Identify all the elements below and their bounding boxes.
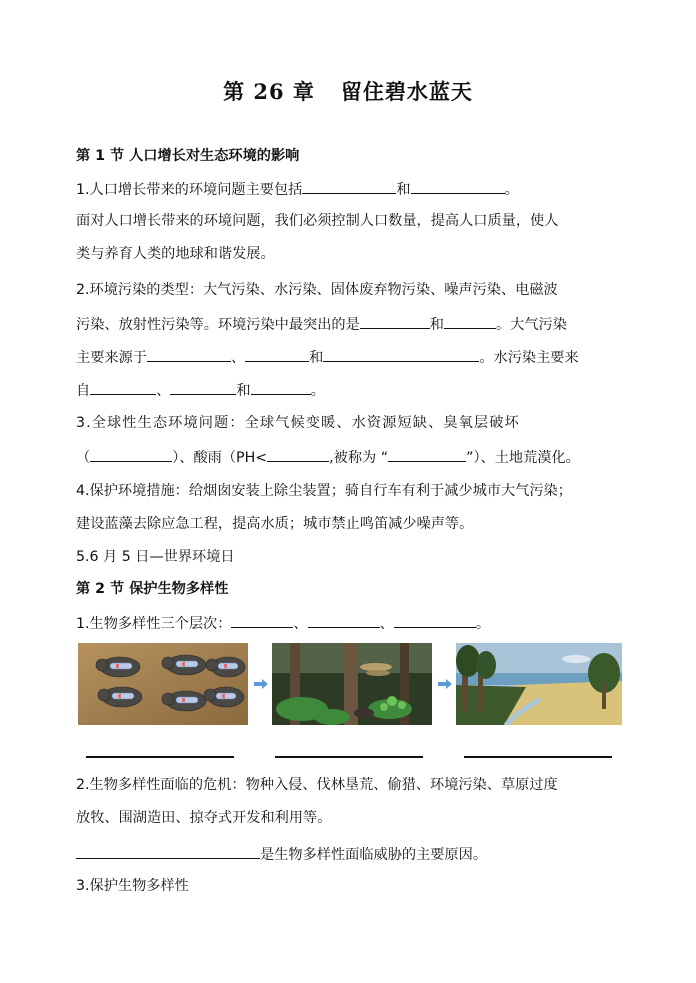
- section-1-heading: 第 1 节 人口增长对生态环境的影响: [76, 148, 300, 164]
- answer-line-1[interactable]: [86, 756, 234, 758]
- blank[interactable]: [231, 612, 293, 628]
- s2-q3: 3.保护生物多样性: [76, 878, 189, 894]
- s1-q4-line2: 建设蓝藻去除应急工程，提高水质；城市禁止鸣笛减少噪声等。: [76, 516, 474, 532]
- blank[interactable]: [411, 178, 505, 194]
- s1-para-1b: 类与养育人类的地球和谐发展。: [76, 246, 275, 262]
- blank[interactable]: [267, 446, 329, 462]
- blank[interactable]: [251, 379, 311, 395]
- blank[interactable]: [245, 346, 309, 362]
- s2-q1: 1.生物多样性三个层次： 、 、 。: [76, 612, 490, 634]
- blank[interactable]: [360, 313, 430, 329]
- blank[interactable]: [308, 612, 380, 628]
- answer-line-2[interactable]: [275, 756, 423, 758]
- blank[interactable]: [90, 379, 156, 395]
- blank[interactable]: [147, 346, 231, 362]
- biodiversity-level-images: [78, 643, 623, 727]
- blank[interactable]: [76, 843, 260, 859]
- chapter-name: 留住碧水蓝天: [340, 79, 473, 104]
- answer-line-3[interactable]: [464, 756, 612, 758]
- s1-q2-line4: 自 、 和 。: [76, 379, 325, 401]
- arrow-right-icon: [438, 679, 452, 689]
- gene-diversity-picture: [78, 643, 248, 725]
- s1-q4-line1: 4.保护环境措施：给烟囱安装上除尘装置；骑自行车有利于减少城市大气污染；: [76, 483, 572, 499]
- blank[interactable]: [90, 446, 172, 462]
- blank[interactable]: [302, 178, 396, 194]
- arrow-right-icon: [254, 679, 268, 689]
- ecosystem-diversity-picture: [456, 643, 622, 725]
- s1-q1: 1.人口增长带来的环境问题主要包括 和 。: [76, 178, 519, 200]
- s1-q2-line3: 主要来源于 、 和 。水污染主要来: [76, 346, 579, 368]
- s1-q3-line2: （ ）、酸雨（PH< ,被称为 “ ”）、土地荒漠化。: [76, 446, 580, 468]
- s1-q3-line1: 3.全球性生态环境问题：全球气候变暖、水资源短缺、臭氧层破坏: [76, 415, 520, 431]
- section-2-heading: 第 2 节 保护生物多样性: [76, 581, 229, 597]
- s1-para-1a: 面对人口增长带来的环境问题，我们必须控制人口数量，提高人口质量，使人: [76, 213, 559, 229]
- species-diversity-picture: [272, 643, 432, 725]
- blank[interactable]: [394, 612, 476, 628]
- chapter-number: 第 26 章: [223, 79, 315, 104]
- s2-q2-line2: 放牧、围湖造田、掠夺式开发和利用等。: [76, 810, 332, 826]
- s1-q2-line2: 污染、放射性污染等。环境污染中最突出的是 和 。大气污染: [76, 313, 567, 335]
- chapter-title: [0, 76, 696, 106]
- s2-q2-line3: 是生物多样性面临威胁的主要原因。: [76, 843, 487, 865]
- s2-q2-line1: 2.生物多样性面临的危机：物种入侵、伐林垦荒、偷猎、环境污染、草原过度: [76, 777, 558, 793]
- blank[interactable]: [444, 313, 496, 329]
- blank[interactable]: [388, 446, 466, 462]
- s1-q5: 5.6 月 5 日—世界环境日: [76, 549, 235, 565]
- s1-q2-line1: 2.环境污染的类型：大气污染、水污染、固体废弃物污染、噪声污染、电磁波: [76, 282, 558, 298]
- blank[interactable]: [170, 379, 236, 395]
- blank[interactable]: [323, 346, 479, 362]
